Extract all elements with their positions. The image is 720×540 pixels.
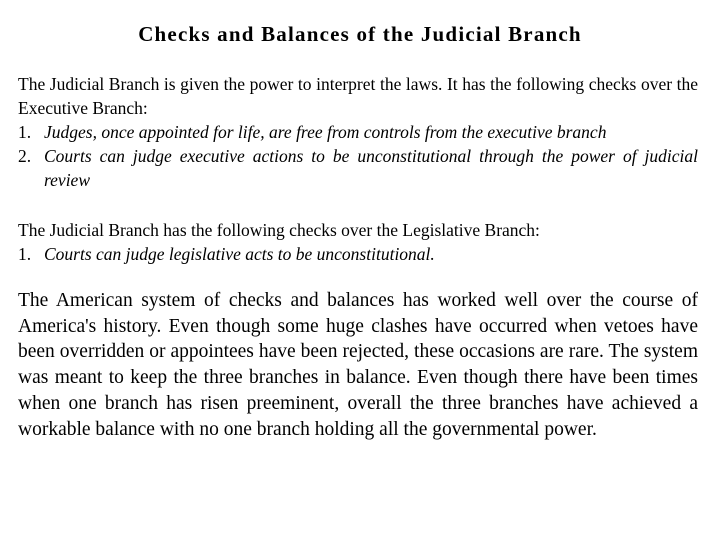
conclusion-paragraph: The American system of checks and balances has worked well over the course of America's history. Even though some huge clashes have occurred when vetoes have been overridden or appointees have been rejected, these occasions are rare. The system was meant to keep the three branches in balance. Even though there have been times when one branch has risen preeminent, overall the three branches have achieved a workable balance with no one branch holding all the governmental power. [18, 290, 698, 440]
legislative-intro: The Judicial Branch has the following checks over the Legislative Branch: [18, 220, 540, 240]
executive-checks-list [18, 120, 698, 192]
slide-title: Checks and Balances of the Judicial Branch [138, 22, 582, 46]
legislative-checks-section [18, 218, 698, 266]
list-item-text: Courts can judge legislative acts to be unconstitutional. [44, 244, 435, 264]
legislative-checks-list [18, 242, 698, 266]
list-item-number: 1. [18, 244, 32, 264]
list-item-text: Courts can judge executive actions to be unconstitutional through the power of judicial review [44, 146, 698, 190]
list-item-number: 2. [18, 146, 32, 166]
list-item-text: Judges, once appointed for life, are free from controls from the executive branch [44, 122, 607, 142]
executive-intro: The Judicial Branch is given the power to interpret the laws. It has the following checks over the Executive Branch: [18, 74, 698, 118]
list-item-number: 1. [18, 122, 32, 142]
executive-checks-section [18, 72, 698, 192]
conclusion-section [18, 288, 698, 442]
list-item [18, 120, 698, 144]
list-item [18, 144, 698, 192]
list-item [18, 242, 698, 266]
